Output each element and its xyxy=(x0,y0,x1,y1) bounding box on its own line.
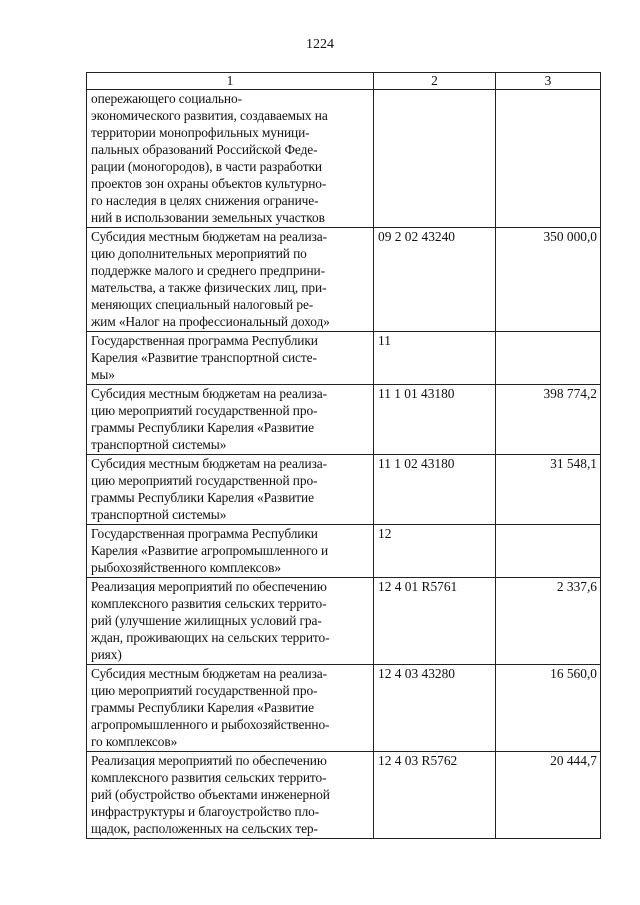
row-description: Субсидия местным бюджетам на реализа- цию дополнительных мероприятий по поддержке малого и среднего предприни- мательства, а также физических лиц, при- меняющих специальный налоговый ре- жим «Налог на профессиональный доход» xyxy=(87,228,374,332)
row-amount: 398 774,2 xyxy=(496,385,601,455)
row-amount: 16 560,0 xyxy=(496,665,601,752)
row-code xyxy=(374,90,496,228)
row-description: Государственная программа Республики Карелия «Развитие транспортной систе- мы» xyxy=(87,332,374,385)
row-amount: 350 000,0 xyxy=(496,228,601,332)
row-code: 11 xyxy=(374,332,496,385)
row-code: 12 xyxy=(374,525,496,578)
table-row xyxy=(87,385,601,455)
row-code: 12 4 03 43280 xyxy=(374,665,496,752)
table-row xyxy=(87,228,601,332)
row-amount: 31 548,1 xyxy=(496,455,601,525)
table-row xyxy=(87,525,601,578)
column-header-3: 3 xyxy=(496,73,601,90)
row-amount xyxy=(496,332,601,385)
row-code: 09 2 02 43240 xyxy=(374,228,496,332)
page-number: 1224 xyxy=(306,37,334,52)
row-description: опережающего социально- экономического развития, создаваемых на территории монопрофильных муници- пальных образований Российской Феде- рации (моногородов), в части разработки проектов зон охраны объектов культурно- го наследия в целях снижения ограниче- ний в использовании земельных участков xyxy=(87,90,374,228)
row-description: Реализация мероприятий по обеспечению комплексного развития сельских террито- рий (улучшение жилищных условий гра- ждан, проживающих на сельских террито- риях) xyxy=(87,578,374,665)
table-header-row xyxy=(87,73,601,90)
table-row xyxy=(87,332,601,385)
table-row xyxy=(87,578,601,665)
row-amount: 2 337,6 xyxy=(496,578,601,665)
row-code: 12 4 03 R5762 xyxy=(374,752,496,839)
row-amount xyxy=(496,525,601,578)
row-code: 12 4 01 R5761 xyxy=(374,578,496,665)
table-row xyxy=(87,752,601,839)
table-row xyxy=(87,455,601,525)
row-description: Субсидия местным бюджетам на реализа- цию мероприятий государственной про- граммы Республики Карелия «Развитие транспортной системы» xyxy=(87,385,374,455)
table-row xyxy=(87,665,601,752)
row-amount: 20 444,7 xyxy=(496,752,601,839)
row-description: Субсидия местным бюджетам на реализа- цию мероприятий государственной про- граммы Республики Карелия «Развитие транспортной системы» xyxy=(87,455,374,525)
column-header-2: 2 xyxy=(374,73,496,90)
row-description: Субсидия местным бюджетам на реализа- цию мероприятий государственной про- граммы Республики Карелия «Развитие агропромышленного и рыбохозяйственно- го комплексов» xyxy=(87,665,374,752)
row-description: Государственная программа Республики Карелия «Развитие агропромышленного и рыбохозяйственного комплексов» xyxy=(87,525,374,578)
row-amount xyxy=(496,90,601,228)
row-description: Реализация мероприятий по обеспечению комплексного развития сельских террито- рий (обустройство объектами инженерной инфраструктуры и благоустройство пло- щадок, расположенных на сельских тер- xyxy=(87,752,374,839)
budget-table xyxy=(86,72,601,839)
column-header-1: 1 xyxy=(87,73,374,90)
row-code: 11 1 01 43180 xyxy=(374,385,496,455)
row-code: 11 1 02 43180 xyxy=(374,455,496,525)
table-row xyxy=(87,90,601,228)
